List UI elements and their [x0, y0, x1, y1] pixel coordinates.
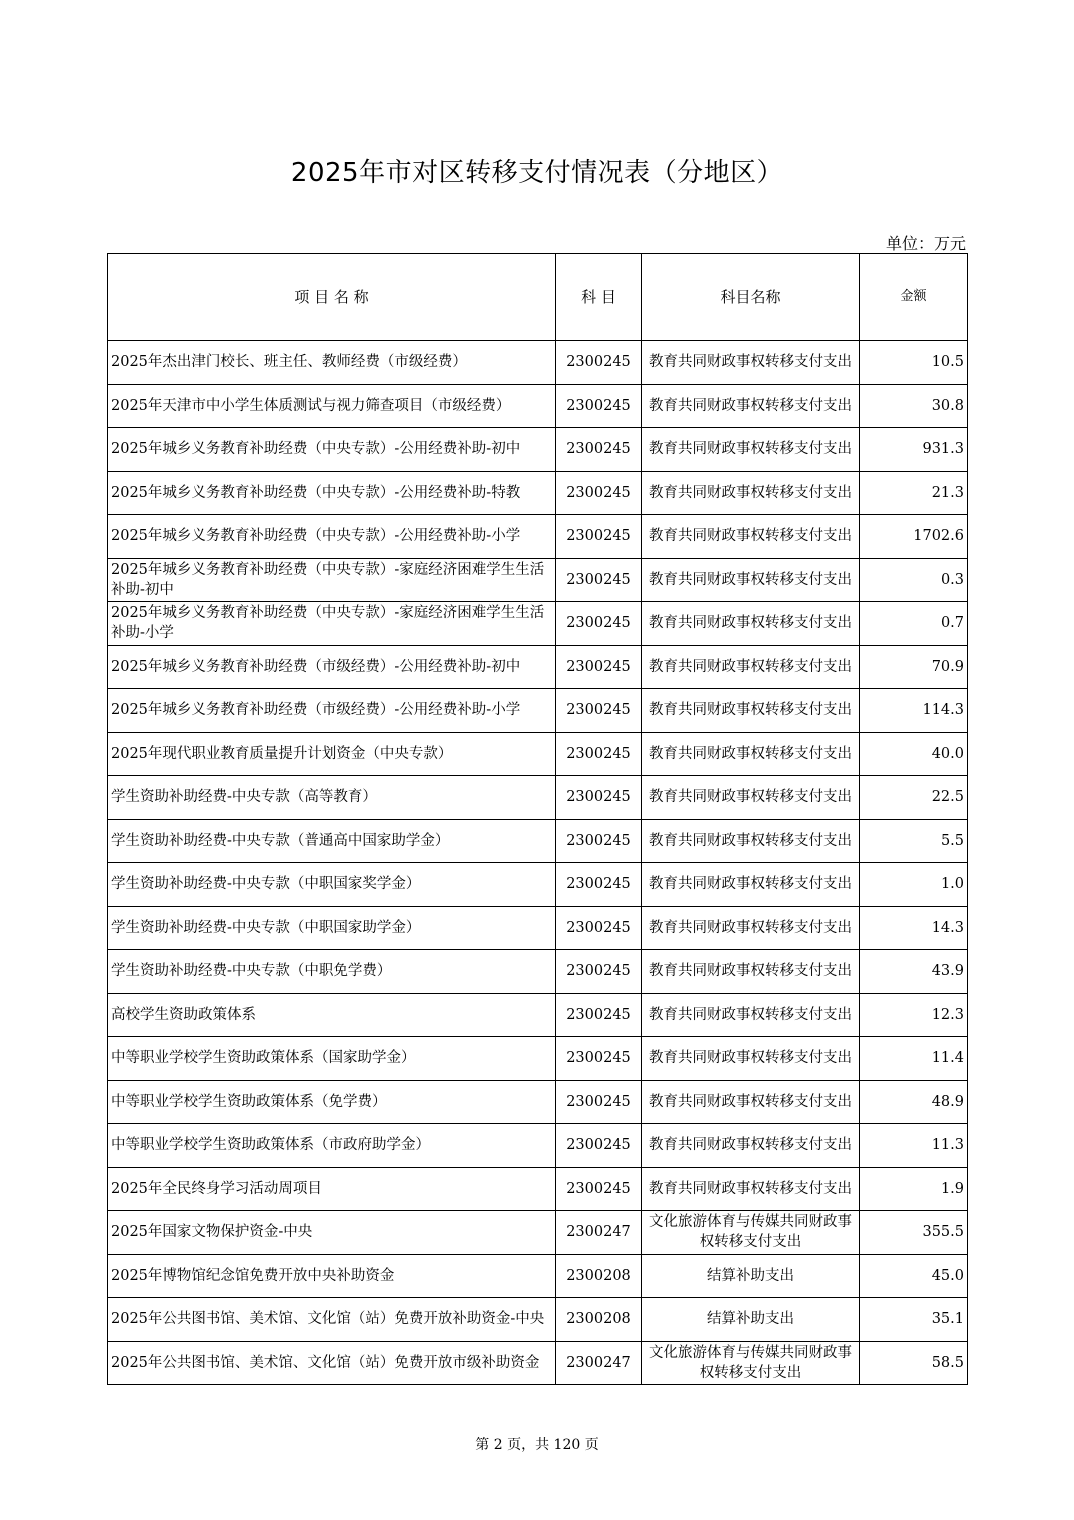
- cell-project-name: 2025年城乡义务教育补助经费（中央专款）-家庭经济困难学生生活补助-小学: [108, 602, 556, 646]
- cell-subject-name: 教育共同财政事权转移支付支出: [642, 1167, 860, 1211]
- cell-project-name: 2025年城乡义务教育补助经费（市级经费）-公用经费补助-初中: [108, 645, 556, 689]
- cell-project-name: 学生资助补助经费-中央专款（中职国家助学金）: [108, 906, 556, 950]
- cell-amount: 21.3: [860, 471, 968, 515]
- cell-project-name: 2025年国家文物保护资金-中央: [108, 1211, 556, 1255]
- cell-amount: 70.9: [860, 645, 968, 689]
- cell-subject-name: 教育共同财政事权转移支付支出: [642, 341, 860, 385]
- cell-subject-code: 2300245: [556, 602, 642, 646]
- cell-amount: 58.5: [860, 1341, 968, 1385]
- cell-subject-code: 2300245: [556, 384, 642, 428]
- cell-subject-name: 结算补助支出: [642, 1298, 860, 1342]
- header-subject-name: 科目名称: [642, 254, 860, 341]
- cell-subject-name: 教育共同财政事权转移支付支出: [642, 906, 860, 950]
- cell-project-name: 高校学生资助政策体系: [108, 993, 556, 1037]
- cell-project-name: 2025年城乡义务教育补助经费（市级经费）-公用经费补助-小学: [108, 689, 556, 733]
- table-row: [108, 776, 968, 820]
- cell-project-name: 中等职业学校学生资助政策体系（免学费）: [108, 1080, 556, 1124]
- table-row: [108, 645, 968, 689]
- cell-amount: 43.9: [860, 950, 968, 994]
- cell-subject-code: 2300245: [556, 689, 642, 733]
- cell-project-name: 2025年现代职业教育质量提升计划资金（中央专款）: [108, 732, 556, 776]
- cell-project-name: 学生资助补助经费-中央专款（普通高中国家助学金）: [108, 819, 556, 863]
- table-row: [108, 1254, 968, 1298]
- cell-project-name: 2025年博物馆纪念馆免费开放中央补助资金: [108, 1254, 556, 1298]
- cell-project-name: 2025年城乡义务教育补助经费（中央专款）-家庭经济困难学生生活补助-初中: [108, 558, 556, 602]
- table-row: [108, 1298, 968, 1342]
- transfer-payment-table: [107, 253, 968, 1385]
- cell-project-name: 学生资助补助经费-中央专款（高等教育）: [108, 776, 556, 820]
- cell-subject-name: 文化旅游体育与传媒共同财政事权转移支付支出: [642, 1341, 860, 1385]
- cell-amount: 11.3: [860, 1124, 968, 1168]
- cell-subject-code: 2300245: [556, 341, 642, 385]
- table-row: [108, 341, 968, 385]
- table-row: [108, 1080, 968, 1124]
- cell-subject-code: 2300245: [556, 645, 642, 689]
- cell-subject-name: 教育共同财政事权转移支付支出: [642, 993, 860, 1037]
- table-row: [108, 1167, 968, 1211]
- cell-project-name: 2025年公共图书馆、美术馆、文化馆（站）免费开放市级补助资金: [108, 1341, 556, 1385]
- cell-project-name: 2025年城乡义务教育补助经费（中央专款）-公用经费补助-特教: [108, 471, 556, 515]
- cell-amount: 40.0: [860, 732, 968, 776]
- cell-subject-code: 2300245: [556, 1080, 642, 1124]
- cell-subject-name: 教育共同财政事权转移支付支出: [642, 1037, 860, 1081]
- cell-amount: 1.0: [860, 863, 968, 907]
- table-row: [108, 993, 968, 1037]
- cell-subject-code: 2300247: [556, 1341, 642, 1385]
- table-row: [108, 384, 968, 428]
- cell-amount: 35.1: [860, 1298, 968, 1342]
- page-title: 2025年市对区转移支付情况表（分地区）: [290, 158, 784, 188]
- cell-project-name: 2025年天津市中小学生体质测试与视力筛查项目（市级经费）: [108, 384, 556, 428]
- cell-amount: 45.0: [860, 1254, 968, 1298]
- table-row: [108, 602, 968, 646]
- cell-amount: 1702.6: [860, 515, 968, 559]
- cell-subject-name: 教育共同财政事权转移支付支出: [642, 602, 860, 646]
- cell-project-name: 学生资助补助经费-中央专款（中职免学费）: [108, 950, 556, 994]
- header-amount: 金额: [860, 254, 968, 341]
- cell-subject-code: 2300245: [556, 863, 642, 907]
- cell-subject-name: 教育共同财政事权转移支付支出: [642, 384, 860, 428]
- cell-amount: 22.5: [860, 776, 968, 820]
- cell-amount: 30.8: [860, 384, 968, 428]
- cell-subject-name: 教育共同财政事权转移支付支出: [642, 776, 860, 820]
- cell-subject-name: 教育共同财政事权转移支付支出: [642, 732, 860, 776]
- cell-project-name: 2025年城乡义务教育补助经费（中央专款）-公用经费补助-初中: [108, 428, 556, 472]
- cell-subject-name: 教育共同财政事权转移支付支出: [642, 689, 860, 733]
- cell-project-name: 2025年城乡义务教育补助经费（中央专款）-公用经费补助-小学: [108, 515, 556, 559]
- table-row: [108, 689, 968, 733]
- cell-project-name: 2025年全民终身学习活动周项目: [108, 1167, 556, 1211]
- table-row: [108, 863, 968, 907]
- cell-subject-code: 2300245: [556, 950, 642, 994]
- table-row: [108, 428, 968, 472]
- cell-subject-code: 2300245: [556, 471, 642, 515]
- cell-subject-code: 2300245: [556, 558, 642, 602]
- cell-subject-name: 教育共同财政事权转移支付支出: [642, 819, 860, 863]
- table-row: [108, 1037, 968, 1081]
- cell-subject-name: 结算补助支出: [642, 1254, 860, 1298]
- cell-subject-name: 教育共同财政事权转移支付支出: [642, 1080, 860, 1124]
- cell-subject-name: 教育共同财政事权转移支付支出: [642, 863, 860, 907]
- cell-subject-code: 2300245: [556, 1124, 642, 1168]
- cell-amount: 14.3: [860, 906, 968, 950]
- table-row: [108, 515, 968, 559]
- cell-amount: 0.7: [860, 602, 968, 646]
- cell-subject-name: 教育共同财政事权转移支付支出: [642, 471, 860, 515]
- cell-project-name: 学生资助补助经费-中央专款（中职国家奖学金）: [108, 863, 556, 907]
- cell-amount: 0.3: [860, 558, 968, 602]
- cell-project-name: 中等职业学校学生资助政策体系（市政府助学金）: [108, 1124, 556, 1168]
- cell-subject-name: 教育共同财政事权转移支付支出: [642, 1124, 860, 1168]
- table-row: [108, 819, 968, 863]
- cell-subject-name: 教育共同财政事权转移支付支出: [642, 515, 860, 559]
- cell-amount: 5.5: [860, 819, 968, 863]
- cell-subject-code: 2300245: [556, 515, 642, 559]
- cell-subject-code: 2300208: [556, 1254, 642, 1298]
- cell-amount: 12.3: [860, 993, 968, 1037]
- cell-subject-name: 教育共同财政事权转移支付支出: [642, 558, 860, 602]
- cell-amount: 355.5: [860, 1211, 968, 1255]
- table-row: [108, 471, 968, 515]
- cell-amount: 1.9: [860, 1167, 968, 1211]
- cell-amount: 48.9: [860, 1080, 968, 1124]
- cell-subject-code: 2300245: [556, 1167, 642, 1211]
- cell-project-name: 2025年杰出津门校长、班主任、教师经费（市级经费）: [108, 341, 556, 385]
- cell-subject-code: 2300245: [556, 906, 642, 950]
- table-row: [108, 558, 968, 602]
- table-row: [108, 1341, 968, 1385]
- cell-subject-name: 教育共同财政事权转移支付支出: [642, 645, 860, 689]
- cell-subject-code: 2300245: [556, 1037, 642, 1081]
- cell-amount: 931.3: [860, 428, 968, 472]
- cell-amount: 11.4: [860, 1037, 968, 1081]
- cell-subject-code: 2300245: [556, 428, 642, 472]
- table-row: [108, 1124, 968, 1168]
- cell-subject-code: 2300208: [556, 1298, 642, 1342]
- cell-subject-code: 2300245: [556, 993, 642, 1037]
- table-row: [108, 906, 968, 950]
- cell-subject-code: 2300245: [556, 819, 642, 863]
- table-header-row: [108, 254, 968, 341]
- cell-subject-name: 文化旅游体育与传媒共同财政事权转移支付支出: [642, 1211, 860, 1255]
- cell-amount: 114.3: [860, 689, 968, 733]
- cell-subject-name: 教育共同财政事权转移支付支出: [642, 950, 860, 994]
- header-subject-code: 科 目: [556, 254, 642, 341]
- cell-subject-code: 2300245: [556, 776, 642, 820]
- cell-subject-name: 教育共同财政事权转移支付支出: [642, 428, 860, 472]
- cell-amount: 10.5: [860, 341, 968, 385]
- cell-subject-code: 2300247: [556, 1211, 642, 1255]
- table-body: [108, 341, 968, 1385]
- cell-project-name: 中等职业学校学生资助政策体系（国家助学金）: [108, 1037, 556, 1081]
- cell-project-name: 2025年公共图书馆、美术馆、文化馆（站）免费开放补助资金-中央: [108, 1298, 556, 1342]
- header-project-name: 项 目 名 称: [108, 254, 556, 341]
- table-row: [108, 1211, 968, 1255]
- page-footer: 第 2 页，共 120 页: [475, 1437, 599, 1453]
- table-row: [108, 732, 968, 776]
- cell-subject-code: 2300245: [556, 732, 642, 776]
- table-row: [108, 950, 968, 994]
- unit-label: 单位：万元: [885, 234, 966, 253]
